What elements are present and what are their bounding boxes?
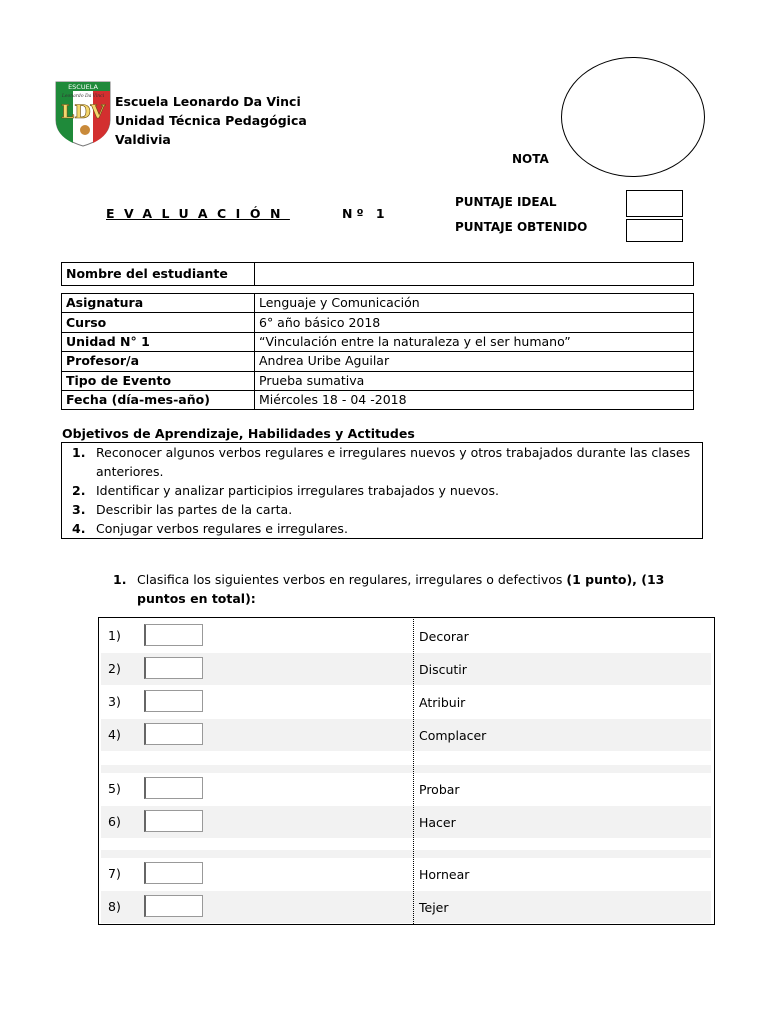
answer-box[interactable]: [144, 895, 203, 917]
verb-row-number: 3): [108, 694, 121, 709]
verb-label: Complacer: [419, 728, 487, 743]
info-value: Andrea Uribe Aguilar: [255, 352, 694, 371]
verb-label: Hacer: [419, 815, 456, 830]
verb-row: [101, 891, 711, 923]
verb-row: [101, 686, 711, 718]
info-row: [62, 332, 694, 351]
info-label: Fecha (día-mes-año): [62, 390, 255, 409]
verb-row: [101, 858, 711, 890]
question-number: 1.: [113, 572, 127, 587]
objective-number: 4.: [72, 521, 86, 536]
answer-box[interactable]: [144, 690, 203, 712]
info-label: Unidad N° 1: [62, 332, 255, 351]
info-row: [62, 390, 694, 409]
verb-label: Atribuir: [419, 695, 466, 710]
info-label: Asignatura: [62, 294, 255, 313]
puntaje-ideal-box[interactable]: [626, 190, 683, 217]
info-row: [62, 352, 694, 371]
objectives-heading: Objetivos de Aprendizaje, Habilidades y Actitudes: [62, 426, 415, 441]
verb-label: Tejer: [419, 900, 449, 915]
nota-oval[interactable]: [561, 57, 705, 177]
answer-box[interactable]: [144, 862, 203, 884]
answer-box[interactable]: [144, 777, 203, 799]
objective-item: [62, 500, 702, 519]
school-name-block: [115, 92, 307, 149]
school-name: Escuela Leonardo Da Vinci: [115, 94, 301, 109]
answer-box[interactable]: [144, 723, 203, 745]
info-row: [62, 371, 694, 390]
student-name-field[interactable]: [255, 263, 694, 286]
objective-number: 1.: [72, 445, 86, 460]
verb-label: Hornear: [419, 867, 470, 882]
question-1: [113, 570, 673, 608]
answer-box[interactable]: [144, 810, 203, 832]
verb-row-number: 8): [108, 899, 121, 914]
logo-script-text: Leonardo Da Vinci: [61, 94, 105, 99]
row-spacer: [101, 765, 711, 773]
objective-text: Reconocer algunos verbos regulares e irregulares nuevos y otros trabajados durante las clases anteriores.: [96, 445, 691, 479]
objective-text: Conjugar verbos regulares e irregulares.: [96, 521, 348, 536]
puntaje-ideal-label: PUNTAJE IDEAL: [455, 195, 557, 209]
info-row: [62, 313, 694, 332]
info-label: Tipo de Evento: [62, 371, 255, 390]
row-spacer: [101, 850, 711, 858]
question-points: (1 punto), (13 puntos en total):: [137, 572, 665, 606]
course-info-table: [61, 293, 694, 410]
evaluation-number: Nº 1: [342, 206, 389, 221]
info-value: “Vinculación entre la naturaleza y el ser humano”: [255, 332, 694, 351]
answer-box[interactable]: [144, 657, 203, 679]
school-city: Valdivia: [115, 132, 171, 147]
info-value: 6° año básico 2018: [255, 313, 694, 332]
objective-text: Describir las partes de la carta.: [96, 502, 293, 517]
verb-row-number: 2): [108, 661, 121, 676]
verb-row: [101, 653, 711, 685]
puntaje-obtenido-box[interactable]: [626, 219, 683, 242]
logo-letters: LDV: [60, 101, 106, 123]
objective-item: [62, 519, 702, 538]
student-name-label: Nombre del estudiante: [62, 263, 255, 286]
verb-row-number: 6): [108, 814, 121, 829]
verb-row: [101, 773, 711, 805]
grid-divider: [413, 619, 414, 924]
info-label: Curso: [62, 313, 255, 332]
verb-row-number: 7): [108, 866, 121, 881]
verb-row: [101, 806, 711, 838]
logo-top-text: ESCUELA: [68, 83, 98, 91]
objectives-box: [61, 442, 703, 539]
verb-label: Probar: [419, 782, 460, 797]
info-value: Miércoles 18 - 04 -2018: [255, 390, 694, 409]
verb-row-number: 1): [108, 628, 121, 643]
objective-text: Identificar y analizar participios irregulares trabajados y nuevos.: [96, 483, 499, 498]
info-row: [62, 294, 694, 313]
objective-item: [62, 481, 702, 500]
objective-number: 2.: [72, 483, 86, 498]
verb-row-number: 5): [108, 781, 121, 796]
question-text: Clasifica los siguientes verbos en regulares, irregulares o defectivos: [137, 572, 563, 587]
verb-row: [101, 719, 711, 751]
student-name-table: [61, 262, 694, 286]
answer-box[interactable]: [144, 624, 203, 646]
verb-label: Decorar: [419, 629, 469, 644]
nota-label: NOTA: [512, 152, 549, 166]
verb-label: Discutir: [419, 662, 467, 677]
info-value: Lenguaje y Comunicación: [255, 294, 694, 313]
info-label: Profesor/a: [62, 352, 255, 371]
objective-number: 3.: [72, 502, 86, 517]
verb-row-number: 4): [108, 727, 121, 742]
info-value: Prueba sumativa: [255, 371, 694, 390]
school-unit: Unidad Técnica Pedagógica: [115, 113, 307, 128]
puntaje-obtenido-label: PUNTAJE OBTENIDO: [455, 220, 588, 234]
objective-item: [62, 443, 702, 481]
school-logo: [54, 80, 112, 148]
verb-row: [101, 620, 711, 652]
evaluation-title: EVALUACIÓN: [106, 206, 290, 221]
